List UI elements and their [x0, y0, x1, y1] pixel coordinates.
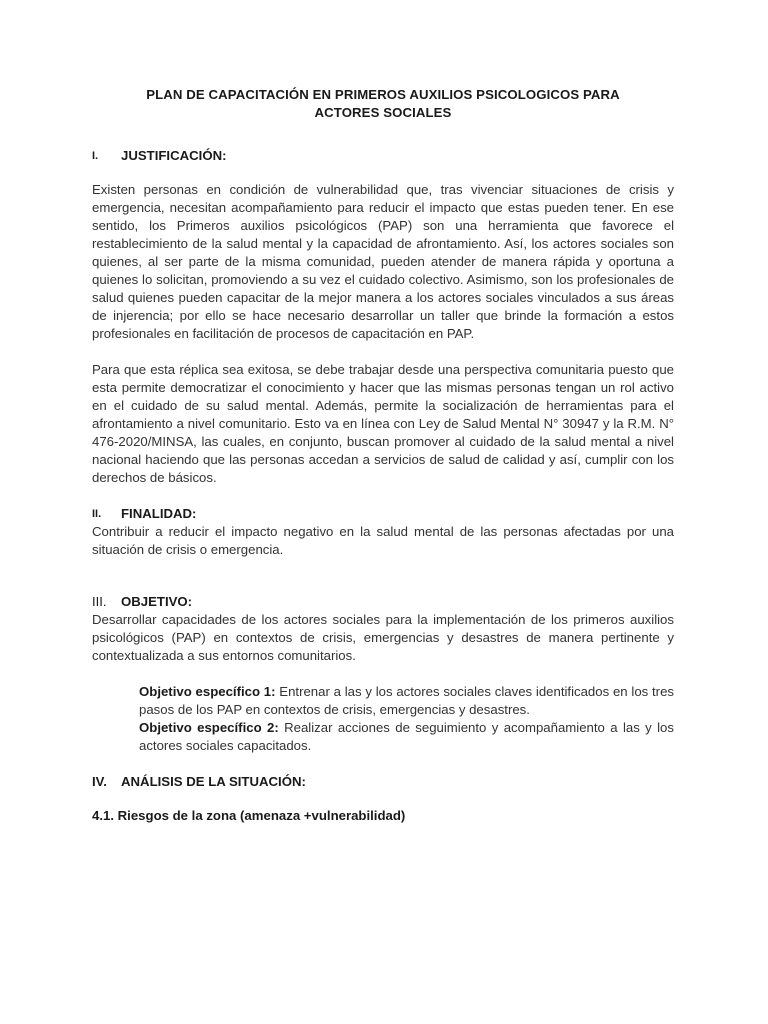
section-title: OBJETIVO:: [121, 594, 193, 609]
specific-objective-2-text: Realizar acciones de seguimiento y acompañamiento a las y los actores sociales capacitados.: [139, 720, 674, 753]
section-number: I.: [92, 150, 99, 162]
section-title: JUSTIFICACIÓN:: [121, 148, 227, 163]
specific-objective-2: [139, 719, 674, 755]
finalidad-paragraph: Contribuir a reducir el impacto negativo en la salud mental de las personas afectadas por una situación de crisis o emergencia.: [92, 524, 674, 557]
justificacion-paragraph-1: Existen personas en condición de vulnerabilidad que, tras vivenciar situaciones de crisis y emergencia, necesitan acompañamiento para reducir el impacto que estas pueden tener. En ese sentido, los Primeros auxilios psicológicos (PAP) son una herramienta que favorece el restablecimiento de la salud mental y la capacidad de afrontamiento. Así, los actores sociales son quienes, al ser parte de la misma comunidad, pueden atender de manera rápida y oportuna a quienes lo solicitan, promoviendo a su vez el cuidado colectivo. Asimismo, son los profesionales de salud quienes pueden capacitar de la mejor manera a los actores sociales vinculados a sus áreas de injerencia; por ello se hace necesario desarrollar un taller que brinde la formación a estos profesionales en facilitación de procesos de capacitación en PAP.: [92, 182, 674, 341]
document-page: [92, 86, 674, 825]
section-title: ANÁLISIS DE LA SITUACIÓN:: [121, 774, 306, 789]
title-line-2: ACTORES SOCIALES: [314, 105, 452, 120]
section-justificacion-heading: [92, 147, 674, 165]
justificacion-paragraph-2: Para que esta réplica sea exitosa, se debe trabajar desde una perspectiva comunitaria puesto que esta permite democratizar el conocimiento y hacer que las mismas personas tengan un rol activo en el cuidado de su salud mental. Además, permite la socialización de herramientas para el afrontamiento a nivel comunitario. Esto va en línea con Ley de Salud Mental N° 30947 y la R.M. N° 476-2020/MINSA, las cuales, en conjunto, buscan promover al cuidado de la salud mental a nivel nacional haciendo que las personas accedan a servicios de salud de calidad y así, cumplir con los derechos de básicos.: [92, 362, 674, 485]
specific-objectives: [139, 683, 674, 755]
objetivo-paragraph: Desarrollar capacidades de los actores sociales para la implementación de los primeros auxilios psicológicos (PAP) en contextos de crisis, emergencias y desastres de manera pertinente y contextualizada a sus entornos comunitarios.: [92, 612, 674, 663]
specific-objective-1-label: Objetivo específico 1:: [139, 684, 276, 699]
section-title: FINALIDAD:: [121, 506, 197, 521]
specific-objective-1-text: Entrenar a las y los actores sociales claves identificados en los tres pasos de los PAP en contextos de crisis, emergencias y desastres.: [139, 684, 675, 717]
specific-objective-2-label: Objetivo específico 2:: [139, 720, 279, 735]
section-analisis-heading: [92, 773, 674, 791]
section-number: IV.: [92, 774, 107, 789]
section-objetivo-heading: [92, 593, 674, 611]
section-number: II.: [92, 508, 102, 520]
section-finalidad-heading: [92, 505, 674, 523]
section-number: III.: [92, 594, 107, 609]
document-title: [92, 86, 674, 122]
title-line-1: PLAN DE CAPACITACIÓN EN PRIMEROS AUXILIOS PSICOLOGICOS PARA: [146, 87, 620, 102]
subsection-riesgos-heading: 4.1. Riesgos de la zona (amenaza +vulnerabilidad): [92, 808, 406, 823]
specific-objective-1: [139, 683, 674, 719]
